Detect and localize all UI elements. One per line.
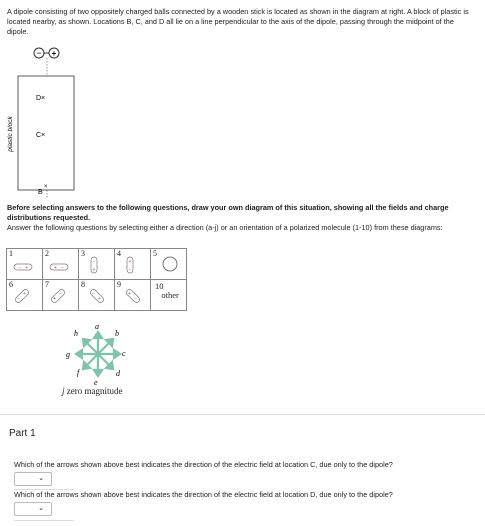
compass-label-c: c <box>122 349 126 358</box>
molecule-cell-1 <box>7 249 43 280</box>
arrow-d <box>98 354 110 366</box>
molecule-cell-6 <box>7 280 43 311</box>
zero-letter: j <box>62 386 65 396</box>
plastic-block-label: plastic block <box>7 116 14 152</box>
location-b-label: B <box>38 189 43 196</box>
svg-text:−: − <box>128 267 132 273</box>
cell-number: 8 <box>81 280 85 289</box>
cell-number: 3 <box>81 249 85 258</box>
compass-label-g: g <box>66 350 70 359</box>
arrow-h <box>86 342 98 354</box>
chevron-down-icon: ⌄ <box>38 475 44 482</box>
instructions <box>7 203 477 233</box>
molecule-cell-3 <box>79 249 115 280</box>
cell-number: 1 <box>9 249 13 258</box>
question-d-underline <box>14 520 74 521</box>
svg-text:−: − <box>17 296 20 302</box>
question-c-text: Which of the arrows shown above best indicates the direction of the electric field at location C, due only to the dipole? <box>14 460 393 469</box>
svg-text:+: + <box>128 259 132 265</box>
cell-number: 6 <box>9 280 13 289</box>
question-c-dropdown[interactable] <box>14 472 52 486</box>
dipole-diagram <box>0 40 120 200</box>
molecule-cell-9 <box>115 280 151 311</box>
positive-sign: + <box>51 49 57 58</box>
cell-number: 4 <box>117 249 121 258</box>
part-title: Part 1 <box>9 428 36 439</box>
molecule-cell-5 <box>151 249 187 280</box>
compass-label-f: f <box>77 368 80 377</box>
molecule-cell-10 <box>151 280 187 311</box>
arrow-b <box>98 342 110 354</box>
cell-10-text: other <box>161 290 179 300</box>
compass-label-a: a <box>95 322 99 331</box>
cell-number: 7 <box>45 280 49 289</box>
svg-text:−: − <box>18 265 21 271</box>
location-b-marker: × <box>44 184 48 190</box>
molecule-cell-7 <box>43 280 79 311</box>
molecule-cell-8 <box>79 280 115 311</box>
svg-text:−: − <box>59 291 62 297</box>
instructions-bold: Before selecting answers to the following questions, draw your own diagram of this situation, showing all the fields and charge distributions requested. <box>7 203 449 222</box>
instructions-plain: Answer the following questions by selecting either a direction (a-j) or an orientation of a polarized molecule (1-10) from these diagrams: <box>7 223 443 232</box>
svg-text:+: + <box>53 296 56 302</box>
molecule-cell-2 <box>43 249 79 280</box>
cell-10-content <box>155 282 179 300</box>
svg-text:+: + <box>23 291 26 297</box>
molecule-cell-4 <box>115 249 151 280</box>
compass-label-h: h <box>74 329 78 338</box>
compass-label-d: d <box>116 369 120 378</box>
svg-text:+: + <box>98 296 101 302</box>
intro-text: A dipole consisting of two oppositely charged balls connected by a wooden stick is located as shown in the diagram at right. A block of plastic is located nearby, as shown. Locations B, C, and D all lie on a line perpendicular to the axis of the dipole, passing through the midpoint of the dipole. <box>7 7 469 36</box>
svg-text:+: + <box>92 267 96 273</box>
compass-label-b: b <box>115 329 119 338</box>
question-d-dropdown[interactable] <box>14 502 52 516</box>
molecule-orientation-table <box>6 248 187 311</box>
zero-text: zero magnitude <box>66 386 123 396</box>
svg-text:−: − <box>92 259 96 265</box>
arrow-f <box>86 354 98 366</box>
plastic-block <box>18 76 74 190</box>
section-divider <box>0 414 485 415</box>
cell-number: 2 <box>45 249 49 258</box>
compass-arrows <box>76 332 120 376</box>
zero-magnitude-label <box>62 386 123 396</box>
location-c-label: C× <box>36 132 46 139</box>
svg-text:+: + <box>25 265 28 271</box>
compass-label-e: e <box>94 378 98 387</box>
svg-text:−: − <box>61 265 64 271</box>
cell-number: 5 <box>153 249 157 258</box>
location-d-label: D× <box>36 95 46 102</box>
chevron-down-icon: ⌄ <box>38 505 44 512</box>
negative-sign: − <box>36 48 42 58</box>
question-d-text: Which of the arrows shown above best indicates the direction of the electric field at location D, due only to the dipole? <box>14 490 393 499</box>
svg-text:+: + <box>128 291 131 297</box>
svg-text:−: − <box>134 296 137 302</box>
svg-text:−: − <box>92 291 95 297</box>
cell-number: 10 <box>155 281 164 291</box>
cell-number: 9 <box>117 280 121 289</box>
svg-text:+: + <box>54 265 57 271</box>
